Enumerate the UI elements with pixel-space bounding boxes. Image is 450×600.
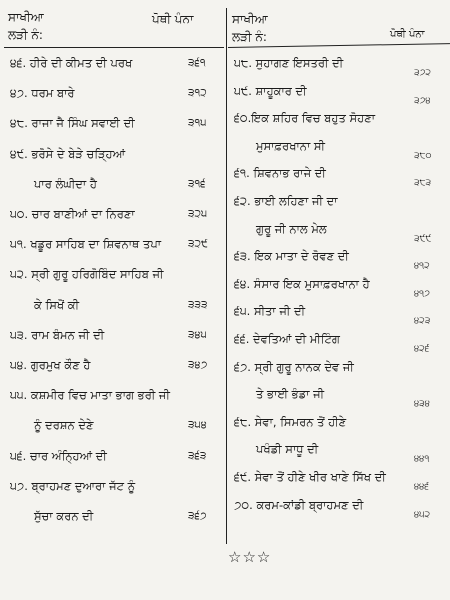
entry-title-continuation: ਤੇ ਭਾਈ ਭੰਡਾ ਜੀ — [256, 387, 325, 402]
entry-title: ੪੮. ਰਾਜਾ ਜੈ ਸਿੰਘ ਸਵਾਈ ਦੀ — [10, 116, 135, 131]
entry-title: ੬੨. ਭਾਈ ਲਹਿਣਾ ਜੀ ਦਾ — [234, 194, 338, 208]
entry-page-number: ੩੭੨ — [414, 68, 432, 78]
entry-page-number: ੪੪੬ — [414, 482, 429, 492]
entry-title: ੬੩. ਇਕ ਮਾਤਾ ਦੇ ਰੋਵਣ ਦੀ — [234, 249, 349, 264]
entry-title: ੭੦. ਕਰਮ-ਕਾਂਡੀ ਬ੍ਰਾਹਮਣ ਦੀ — [234, 497, 364, 512]
entry-title: ੫੫. ਕਸ਼ਮੀਰ ਵਿਚ ਮਾਤਾ ਭਾਗ ਭਰੀ ਜੀ — [10, 388, 170, 403]
entry-page-number: ੩੬੧ — [188, 57, 206, 69]
entry-title-continuation: ਪਾਰ ਲੰਘੀਦਾ ਹੈ — [34, 176, 97, 191]
entry-page-number: ੩੬੭ — [188, 510, 207, 522]
entry-page-number: ੩੮੩ — [414, 178, 432, 189]
entry-title: ੬੭. ਸ੍ਰੀ ਗੁਰੂ ਨਾਨਕ ਦੇਵ ਜੀ — [234, 359, 354, 374]
entry-title: ੬੯. ਸੇਵਾ ਤੋਂ ਹੀਣੇ ਖੀਰ ਖਾਣੇ ਸਿੱਖ ਦੀ — [234, 470, 386, 484]
entry-page-number: ੩੧੨ — [188, 87, 207, 100]
entry-page-number: ੪੨੬ — [414, 344, 430, 354]
left-col-sublabel: ਲੜੀ ਨੰ: — [8, 28, 43, 42]
entry-title: ੫੦. ਚਾਰ ਬਾਣੀਆਂ ਦਾ ਨਿਰਣਾ — [10, 207, 135, 221]
entry-title: ੬੧. ਸ਼ਿਵਨਾਭ ਰਾਜੇ ਦੀ — [234, 166, 326, 181]
column-divider — [226, 8, 227, 544]
entry-page-number: ੩੨੫ — [188, 208, 208, 220]
left-header-rule — [4, 47, 224, 48]
entry-title: ੬੮. ਸੇਵਾ, ਸਿਮਰਨ ਤੋਂ ਹੀਣੇ — [234, 414, 347, 429]
entry-title: ੬੬. ਦੇਵਤਿਆਂ ਦੀ ਮੀਟਿੰਗ — [234, 332, 340, 346]
entry-title: ੪੭. ਧਰਮ ਬਾਰੇ — [10, 86, 75, 101]
entry-title: ੫੨. ਸ੍ਰੀ ਗੁਰੂ ਹਰਿਗੋਬਿੰਦ ਸਾਹਿਬ ਜੀ — [10, 267, 164, 282]
entry-page-number: ੪੫੨ — [414, 509, 431, 520]
entry-title-continuation: ਪਖੰਡੀ ਸਾਧੂ ਦੀ — [256, 442, 319, 457]
entry-title: ੫੯. ਸ਼ਾਹੂਕਾਰ ਦੀ — [234, 83, 307, 98]
entry-title-continuation: ਕੇ ਸਿਖੋਂ ਕੀ — [34, 297, 80, 312]
entry-title-continuation: ਨੂੰ ਦਰਸ਼ਨ ਦੇਣੇ — [34, 418, 94, 433]
entry-page-number: ੪੧੭ — [414, 288, 430, 299]
entry-page-number: ੩੮੦ — [414, 150, 432, 161]
entry-title: ੫੭. ਬ੍ਰਾਹਮਣ ਦੁਆਰਾ ਜੱਟ ਨੂੰ — [10, 478, 136, 493]
entry-title: ੫੩. ਰਾਮ ਬੰਮਨ ਜੀ ਦੀ — [10, 327, 105, 342]
entry-title: ੫੪. ਗੁਰਮੁਖ ਕੌਣ ਹੈ — [10, 358, 91, 372]
entry-page-number: ੪੧੨ — [414, 261, 430, 272]
entry-page-number: ੩੩੩ — [188, 298, 208, 311]
right-page-label: ਪੋਥੀ ਪੰਨਾ — [390, 29, 425, 40]
entry-title: ੬੫. ਸੀਤਾ ਜੀ ਦੀ — [234, 304, 306, 319]
entry-title: ੫੮. ਸੁਹਾਗਣ ਇਸਤਰੀ ਦੀ — [234, 56, 344, 70]
footer-stars: ☆☆☆ — [228, 548, 272, 566]
entry-title: ੪੬. ਹੀਰੇ ਦੀ ਕੀਮਤ ਦੀ ਪਰਖ — [10, 56, 133, 70]
entry-page-number: ੩੪੫ — [188, 328, 207, 341]
entry-page-number: ੩੭੪ — [414, 95, 431, 106]
entry-title: ੬੦.ਇਕ ਸ਼ਹਿਰ ਵਿਚ ਬਹੁਤ ਸੋਹਣਾ — [234, 111, 375, 126]
right-col-sublabel: ਲੜੀ ਨੰ: — [232, 30, 267, 44]
entry-page-number: ੪੩੪ — [414, 399, 430, 410]
left-page-label: ਪੋਥੀ ਪੰਨਾ — [152, 12, 194, 26]
entry-page-number: ੩੧੬ — [188, 177, 206, 190]
entry-page-number: ੩੯੯ — [414, 233, 432, 244]
left-col-label: ਸਾਖੀਆ — [8, 10, 44, 24]
entry-title-continuation: ਸੁੱਚਾ ਕਰਨ ਦੀ — [34, 509, 94, 523]
entry-title: ੫੧. ਖਡੂਰ ਸਾਹਿਬ ਦਾ ਸ਼ਿਵਨਾਥ ਤਪਾ — [10, 237, 162, 252]
entry-title-continuation: ਗੁਰੂ ਜੀ ਨਾਲ ਮੇਲ — [256, 221, 327, 236]
entry-page-number: ੩੪੭ — [188, 359, 208, 371]
right-col-label: ਸਾਖੀਆ — [232, 12, 268, 26]
entry-page-number: ੪੪੧ — [414, 454, 430, 465]
entry-page-number: ੩੨੯ — [188, 238, 208, 251]
entry-page-number: ੩੫੪ — [188, 419, 207, 432]
entry-title: ੬੪. ਸੰਸਾਰ ਇਕ ਮੁਸਾਫ਼ਰਖਾਨਾ ਹੈ — [234, 276, 370, 291]
entry-page-number: ੪੨੩ — [414, 316, 431, 327]
entry-page-number: ੩੧੫ — [188, 117, 207, 130]
entry-title-continuation: ਮੁਸਾਫ਼ਰਖਾਨਾ ਸੀ — [256, 138, 326, 153]
entry-title: ੫੬. ਚਾਰ ਅੰਨ੍ਹਿਆਂ ਦੀ — [10, 448, 107, 463]
entry-page-number: ੩੬੩ — [188, 449, 207, 462]
entry-title: ੪੯. ਭਰੋਸੇ ਦੇ ਬੇੜੇ ਚੜ੍ਹਿਆਂ — [10, 146, 126, 161]
